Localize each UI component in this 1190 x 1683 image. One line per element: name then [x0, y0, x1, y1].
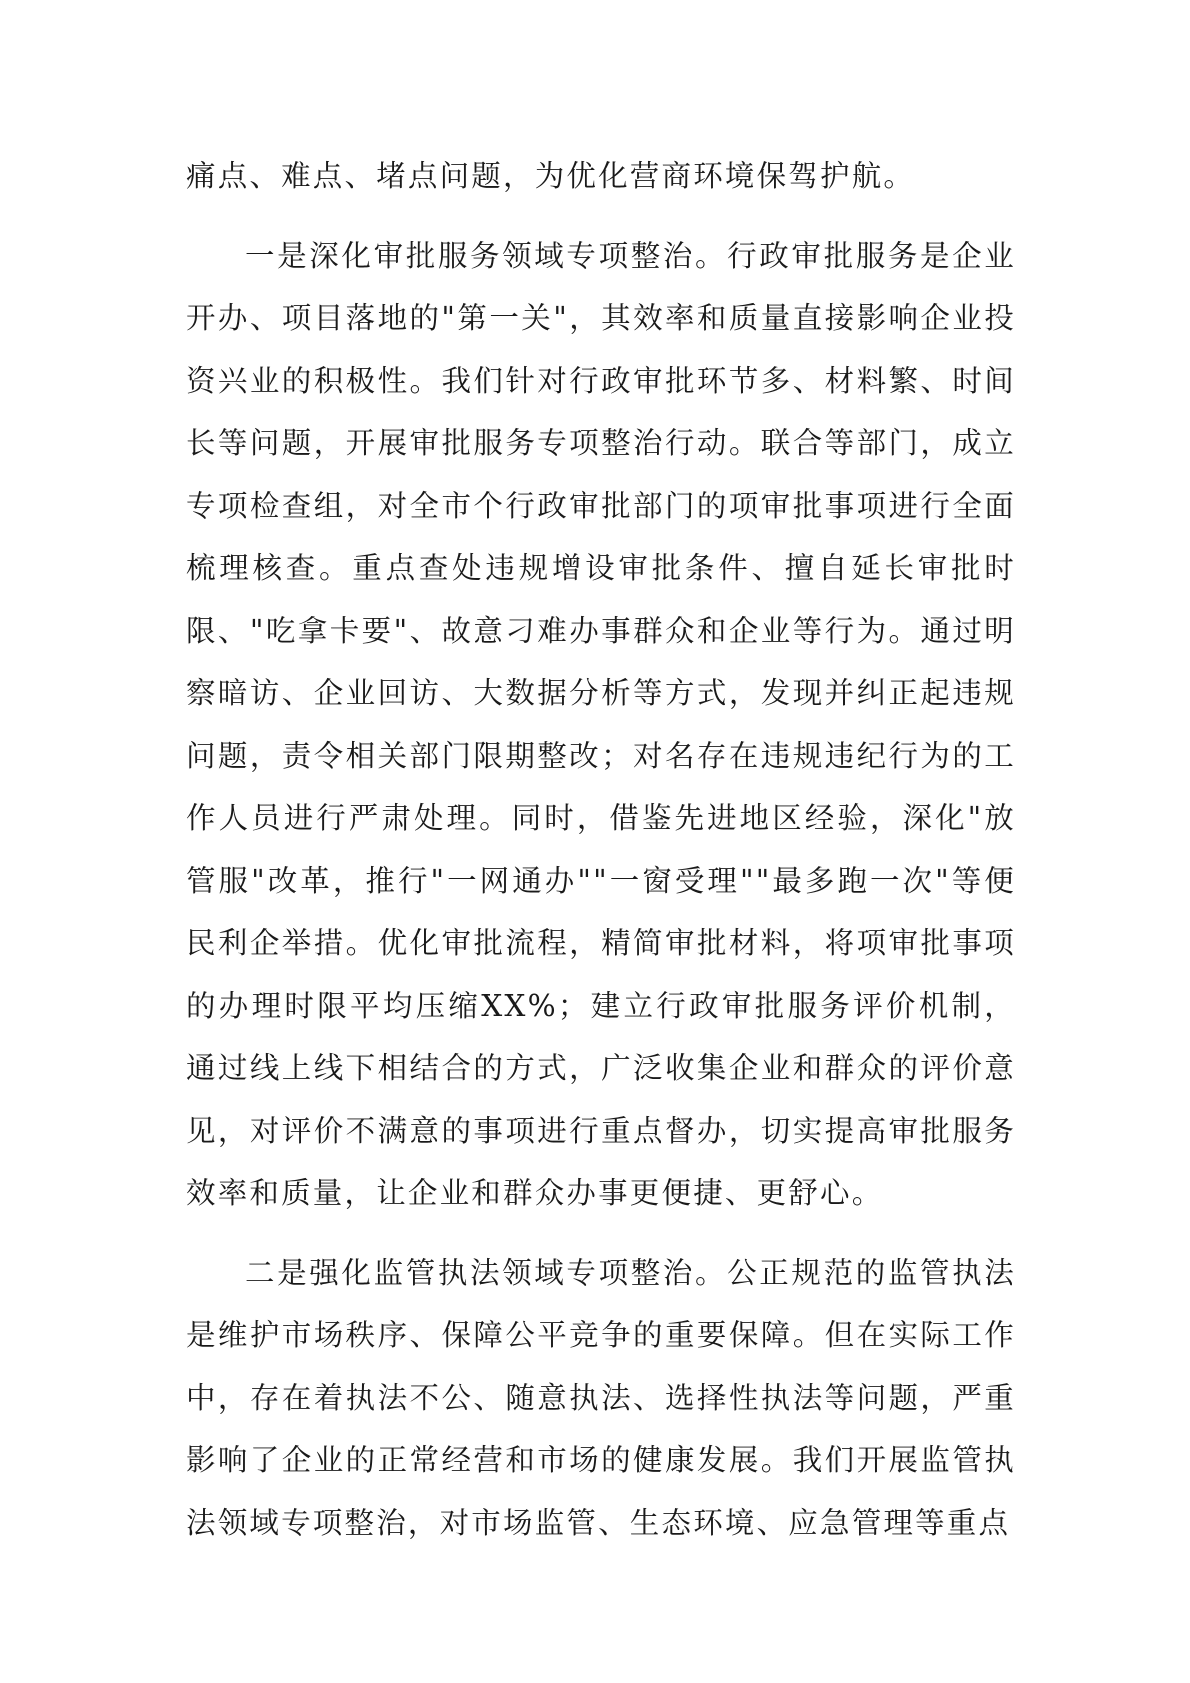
- paragraph-supervision-enforcement-rectification: 二是强化监管执法领域专项整治。公正规范的监管执法是维护市场秩序、保障公平竞争的重要保障。但在实际工作中，存在着执法不公、随意执法、选择性执法等问题，严重影响了企业的正常经营和市场的健康发展。我们开展监管执法领域专项整治，对市场监管、生态环境、应急管理等重点: [186, 1255, 1016, 1540]
- paragraph-continuation: 痛点、难点、堵点问题，为优化营商环境保驾护航。: [186, 159, 916, 193]
- document-body: [186, 145, 1016, 1554]
- paragraph-approval-service-rectification: 一是深化审批服务领域专项整治。行政审批服务是企业开办、项目落地的"第一关"，其效率和质量直接影响企业投资兴业的积极性。我们针对行政审批环节多、材料繁、时间长等问题，开展审批服务专项整治行动。联合等部门，成立专项检查组，对全市个行政审批部门的项审批事项进行全面梳理核查。重点查处违规增设审批条件、擅自延长审批时限、"吃拿卡要"、故意刁难办事群众和企业等行为。通过明察暗访、企业回访、大数据分析等方式，发现并纠正起违规问题，责令相关部门限期整改；对名存在违规违纪行为的工作人员进行严肃处理。同时，借鉴先进地区经验，深化"放管服"改革，推行"一网通办""一窗受理""最多跑一次"等便民利企举措。优化审批流程，精简审批材料，将项审批事项的办理时限平均压缩XX%；建立行政审批服务评价机制，通过线上线下相结合的方式，广泛收集企业和群众的评价意见，对评价不满意的事项进行重点督办，切实提高审批服务效率和质量，让企业和群众办事更便捷、更舒心。: [186, 238, 1016, 1210]
